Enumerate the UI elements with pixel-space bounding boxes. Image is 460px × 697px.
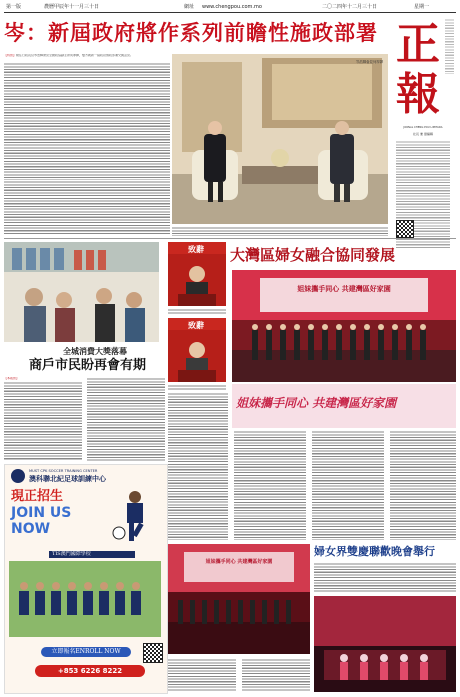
page-label: 第一版 (6, 4, 22, 10)
lead-continued-lines (172, 226, 388, 236)
ad-logo-icon (11, 469, 25, 483)
consumption-col2-lines (87, 377, 165, 461)
consumption-body (4, 377, 165, 461)
bay-col-4 (390, 430, 456, 540)
gala-body (168, 658, 310, 692)
ad-partner: TIS澳門國際學校 (49, 551, 135, 558)
lead-label: 【特訊】 (4, 54, 17, 57)
masthead-qr[interactable] (396, 220, 414, 238)
ad-qr-code[interactable] (143, 643, 163, 663)
speech-panel-1 (168, 242, 226, 306)
section-divider (4, 238, 456, 239)
headline-text: 岑：新屆政府將作系列前瞻性施政部署 (4, 21, 378, 45)
lead-text: 候任行政長官岑浩輝會見全國政協副主席何厚鏵，雙方就新一屆政府施政部署交換意見。 (16, 54, 134, 57)
gala-photo-2 (314, 596, 456, 692)
gala-photo (168, 544, 310, 654)
lead-story-col2-lines (4, 180, 170, 234)
lead-headline (4, 14, 388, 52)
header-bar (4, 2, 456, 13)
consumption-col1-lines (4, 381, 82, 461)
shop-photo (4, 242, 159, 342)
caption-box (356, 60, 386, 108)
consumption-headline: 商戶市民盼再會有期 (28, 358, 146, 373)
ad-slogan-en: JOIN US NOW (11, 505, 72, 537)
banner-slogan: 姐妹攜手同心 共建灣區好家園 (236, 396, 397, 410)
bay-col-1 (168, 392, 228, 540)
bay-area-headline: 大灣區婦女融合協同發展 (230, 246, 396, 264)
caption-text: 岑浩輝會見何厚鏵 (356, 60, 384, 64)
stage-slogan: 姐妹攜手同心 共建灣區好家園 (297, 284, 391, 293)
soccer-ad[interactable] (4, 464, 168, 694)
website-link[interactable]: www.chengpou.com.mo (202, 4, 262, 10)
issue-date: 二〇二四年十二月三十日 (322, 4, 378, 10)
masthead-note: 社長 兼 總編輯 (413, 132, 433, 136)
gala-col-1 (168, 658, 236, 692)
consumption-kicker: 全城消費大獎落幕 (63, 346, 127, 356)
masthead (392, 14, 456, 264)
gala-stage-slogan: 姐妹攜手同心 共建灣區好家園 (205, 559, 273, 565)
bay-col-3 (312, 430, 384, 540)
gala-headline: 婦女界雙慶聯歡晚會舉行 (314, 545, 435, 558)
speech-panel-2 (168, 318, 226, 382)
ad-school-zh: 澳科聯北紀足球訓練中心 (29, 474, 106, 483)
speech-2-caption (168, 384, 226, 390)
ad-team-photo (9, 561, 161, 637)
website-label: 網址 (184, 4, 195, 10)
bay-col-2 (234, 430, 306, 540)
ad-slogan-zh: 現正招生 (11, 489, 64, 504)
speech-1-caption (168, 308, 226, 314)
bay-area-stage-photo (232, 270, 456, 382)
bay-area-body (168, 392, 456, 540)
ad-phone[interactable]: +853 6226 8222 (35, 665, 145, 677)
masthead-sidebar-lines (445, 18, 454, 74)
masthead-title-1: 正 (396, 19, 440, 70)
speech-label-1: 致辭 (188, 244, 204, 254)
weekday: 星期一 (414, 4, 430, 10)
gala-lead-lines (314, 562, 456, 592)
lunar-date: 農曆甲辰年十一月三十日 (44, 4, 100, 10)
lead-paragraph (4, 54, 170, 62)
gala-col-2 (242, 658, 310, 692)
soccer-player-icon (105, 487, 161, 547)
speech-label-2: 致辭 (188, 320, 204, 330)
consumption-lead-label: 【本報訊】 (4, 377, 20, 380)
masthead-title-2: 報 (396, 69, 440, 120)
ad-enroll-button[interactable]: 立即報名ENROLL NOW (41, 647, 131, 657)
masthead-en: JORNAL CHENG POU LIMITADA (403, 126, 443, 129)
ad-school-en: MUST CPK SOCCER TRAINING CENTER (29, 469, 98, 473)
